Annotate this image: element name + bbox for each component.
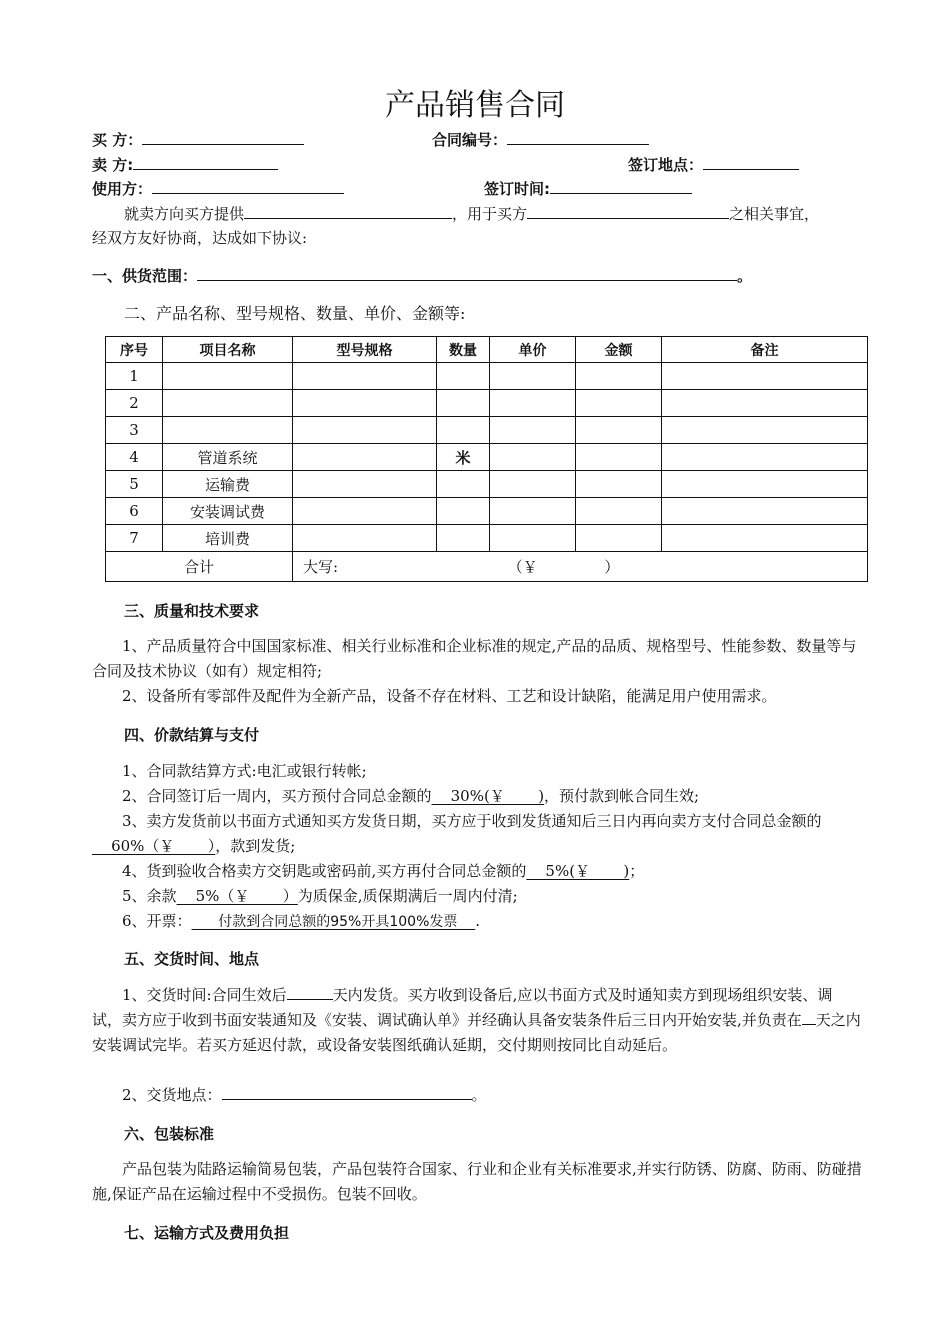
row-qty[interactable]	[437, 498, 490, 525]
row-price[interactable]	[490, 390, 576, 417]
delivery-place-line	[92, 1083, 862, 1108]
row-name[interactable]	[163, 417, 293, 444]
table-row	[106, 363, 868, 390]
row-amount[interactable]	[576, 390, 662, 417]
row-price[interactable]	[490, 444, 576, 471]
row-no: 3	[106, 417, 163, 444]
table-row	[106, 498, 868, 525]
header-qty: 数量	[437, 337, 490, 363]
payment-item-4-tail: ；	[629, 862, 645, 880]
row-amount[interactable]	[576, 444, 662, 471]
intro-purpose-field[interactable]	[527, 202, 729, 219]
header-no: 序号	[106, 337, 163, 363]
supply-scope-end: 。	[737, 267, 753, 285]
payment-item-6-text: 6、开票：	[122, 912, 192, 930]
buyer-field[interactable]	[142, 128, 304, 145]
sign-place-label: 签订地点：	[628, 156, 704, 174]
row-price[interactable]	[490, 471, 576, 498]
table-header-row	[106, 337, 868, 363]
row-amount[interactable]	[576, 525, 662, 552]
payment-item-2-text: 2、合同签订后一周内，买方预付合同总金额的	[122, 787, 432, 805]
section3-p2: 2、设备所有零部件及配件为全新产品，设备不存在材料、工艺和设计缺陷，能满足用户使用需求。	[122, 687, 777, 705]
header-amount: 金额	[576, 337, 662, 363]
row-spec[interactable]	[293, 417, 437, 444]
delivery-place-label: 2、交货地点：	[122, 1086, 222, 1104]
payment-item-4	[92, 859, 862, 884]
payment-item-2-tail: ，预付款到帐合同生效;	[544, 787, 700, 805]
row-price[interactable]	[490, 525, 576, 552]
seller-field[interactable]	[133, 153, 278, 170]
row-remark[interactable]	[662, 417, 868, 444]
packaging-paragraph: 产品包装为陆路运输简易包装，产品包装符合国家、行业和企业有关标准要求,并实行防锈、防腐、防雨、防碰措施,保证产品在运输过程中不受损伤。包装不回收。	[92, 1160, 862, 1203]
row-name[interactable]	[163, 390, 293, 417]
contract-no-line	[432, 128, 649, 150]
row-price[interactable]	[490, 417, 576, 444]
row-amount[interactable]	[576, 363, 662, 390]
row-qty[interactable]	[437, 390, 490, 417]
contract-no-field[interactable]	[507, 128, 649, 145]
user-field[interactable]	[152, 177, 344, 194]
intro-product-field[interactable]	[244, 202, 452, 219]
payment-item-5-text: 5、余款	[122, 887, 177, 905]
row-qty[interactable]	[437, 417, 490, 444]
payment-item-4-value[interactable]: 5%(￥ )	[526, 862, 630, 880]
supply-scope-line	[92, 264, 752, 286]
row-remark[interactable]	[662, 363, 868, 390]
payment-item-2	[92, 784, 862, 809]
payment-item-3	[92, 809, 862, 859]
seller-label: 卖 方:	[92, 156, 134, 174]
sign-time-field[interactable]	[550, 177, 692, 194]
header-name: 项目名称	[163, 337, 293, 363]
section3-heading: 三、质量和技术要求	[124, 602, 260, 620]
table-row	[106, 444, 868, 471]
row-qty[interactable]	[437, 363, 490, 390]
row-qty[interactable]: 米	[437, 444, 490, 471]
sign-place-field[interactable]	[703, 153, 799, 170]
buyer-line	[92, 128, 304, 150]
supply-scope-label: 一、供货范围：	[92, 267, 198, 285]
intro-part3: 之相关事宜，	[729, 205, 820, 223]
row-price[interactable]	[490, 498, 576, 525]
user-line	[92, 177, 344, 199]
payment-item-1: 1、合同款结算方式:电汇或银行转帐;	[122, 762, 367, 780]
row-name[interactable]: 安装调试费	[163, 498, 293, 525]
row-spec[interactable]	[293, 444, 437, 471]
row-spec[interactable]	[293, 498, 437, 525]
payment-item-5	[92, 884, 862, 909]
payment-item-3-text: 3、卖方发货前以书面方式通知买方发货日期，买方应于收到发货通知后三日内再向卖方支付合同总金额的	[122, 812, 822, 830]
row-no: 6	[106, 498, 163, 525]
delivery-time-text-b: 天内发货。买方收到设备后,应以书面方式及时通知卖方到现场组织安装、调试，卖方应于收到书面安装通知及《安装、调试确认单》并经确认具备安装条件后三日内开始安装,并负责在	[92, 986, 833, 1029]
row-no: 5	[106, 471, 163, 498]
delivery-time-text-a: 1、交货时间:合同生效后	[122, 986, 287, 1004]
delivery-place-end: 。	[471, 1086, 487, 1104]
row-spec[interactable]	[293, 525, 437, 552]
install-days-field[interactable]	[802, 1008, 816, 1025]
intro-line-2: 经双方友好协商，达成如下协议:	[92, 229, 308, 247]
page-title: 产品销售合同	[385, 88, 565, 123]
table-row	[106, 390, 868, 417]
row-price[interactable]	[490, 363, 576, 390]
row-remark[interactable]	[662, 390, 868, 417]
intro-line-1	[124, 202, 819, 224]
section5-heading: 五、交货时间、地点	[124, 950, 260, 968]
row-no: 7	[106, 525, 163, 552]
row-remark[interactable]	[662, 444, 868, 471]
contract-no-label: 合同编号：	[432, 131, 508, 149]
total-row	[106, 552, 868, 582]
section4-heading: 四、价款结算与支付	[124, 726, 260, 744]
sign-time-line	[484, 177, 692, 199]
row-amount[interactable]	[576, 498, 662, 525]
payment-item-3-tail: ，款到发货;	[215, 837, 296, 855]
table-row	[106, 525, 868, 552]
row-no: 4	[106, 444, 163, 471]
row-remark[interactable]	[662, 498, 868, 525]
row-no: 2	[106, 390, 163, 417]
intro-part2: ，用于买方	[452, 205, 528, 223]
total-label: 合计	[106, 552, 293, 582]
total-rmb: （￥ ）	[507, 558, 620, 576]
row-remark[interactable]	[662, 525, 868, 552]
payment-item-5-tail: 为质保金,质保期满后一周内付清;	[297, 887, 518, 905]
payment-item-3-value[interactable]: 60%（￥ ）	[92, 837, 216, 855]
buyer-label: 买 方：	[92, 131, 143, 149]
row-remark[interactable]	[662, 471, 868, 498]
row-spec[interactable]	[293, 471, 437, 498]
table-row	[106, 417, 868, 444]
seller-line	[92, 153, 278, 175]
payment-item-5-value[interactable]: 5%（￥ ）	[176, 887, 298, 905]
delivery-time-paragraph	[92, 983, 862, 1058]
header-spec: 型号规格	[293, 337, 437, 363]
payment-item-6	[92, 909, 862, 935]
payment-item-6-value[interactable]: 付款到合同总额的95%开具100%发票	[191, 914, 476, 930]
payment-item-2-value[interactable]: 30%(￥ )	[431, 787, 545, 805]
header-price: 单价	[490, 337, 576, 363]
payment-item-4-text: 4、货到验收合格卖方交钥匙或密码前,买方再付合同总金额的	[122, 862, 527, 880]
row-name[interactable]	[163, 363, 293, 390]
total-amount-cell[interactable]	[293, 552, 868, 582]
product-table	[105, 336, 868, 582]
section3-p1: 1、产品质量符合中国国家标准、相关行业标准和企业标准的规定,产品的品质、规格型号、性能参数、数量等与合同及技术协议（如有）规定相符;	[92, 637, 857, 680]
row-amount[interactable]	[576, 417, 662, 444]
sign-time-label: 签订时间:	[484, 180, 550, 198]
total-daxie-label: 大写:	[303, 558, 339, 576]
row-no: 1	[106, 363, 163, 390]
user-label: 使用方：	[92, 180, 153, 198]
section7-heading: 七、运输方式及费用负担	[124, 1224, 290, 1242]
row-name[interactable]: 培训费	[163, 525, 293, 552]
row-spec[interactable]	[293, 363, 437, 390]
delivery-days-field[interactable]	[287, 983, 333, 1000]
row-name[interactable]: 管道系统	[163, 444, 293, 471]
section6-heading: 六、包装标准	[124, 1125, 215, 1143]
sign-place-line	[628, 153, 799, 175]
row-qty[interactable]	[437, 471, 490, 498]
row-name[interactable]: 运输费	[163, 471, 293, 498]
supply-scope-field[interactable]	[197, 264, 737, 281]
row-amount[interactable]	[576, 471, 662, 498]
header-remark: 备注	[662, 337, 868, 363]
delivery-place-field[interactable]	[222, 1083, 472, 1100]
delivery-time-text-c: 天之内安装调试完毕。若买方延迟付款，或设备安装图纸确认延期，交付期则按同比自动延后。	[92, 1011, 861, 1054]
intro-part1: 就卖方向买方提供	[124, 205, 245, 223]
table-row	[106, 471, 868, 498]
section2-heading: 二、产品名称、型号规格、数量、单价、金额等:	[124, 304, 466, 323]
row-qty[interactable]	[437, 525, 490, 552]
row-spec[interactable]	[293, 390, 437, 417]
payment-item-6-tail: .	[475, 912, 480, 930]
